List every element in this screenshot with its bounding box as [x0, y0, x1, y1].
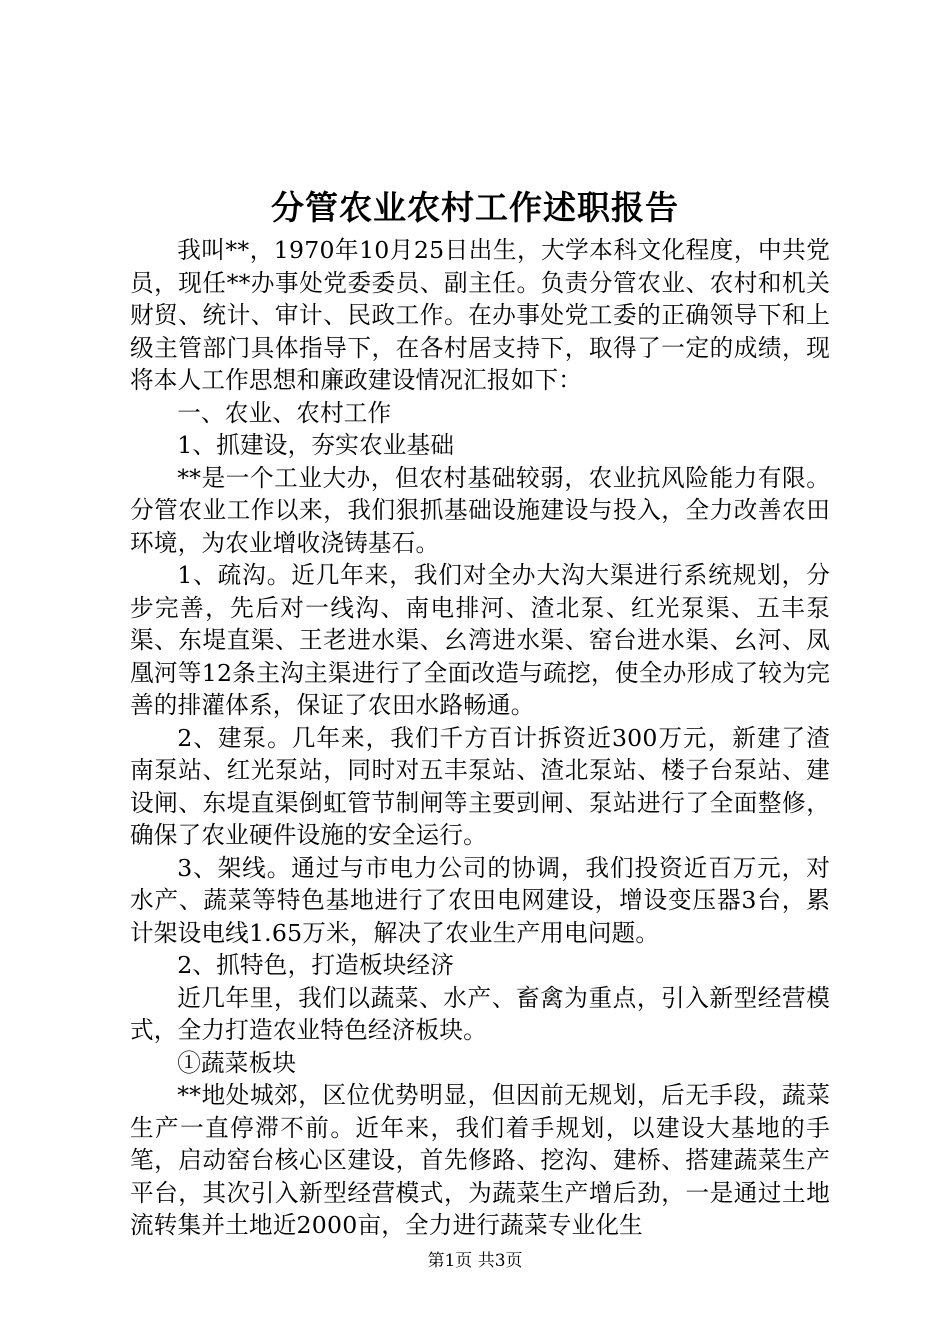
paragraph: 1、疏沟。近几年来，我们对全办大沟大渠进行系统规划，分步完善，先后对一线沟、南电排河、渣北泵、红光泵渠、五丰泵渠、东堤直渠、王老进水渠、幺湾进水渠、窑台进水渠、幺河、凤凰河等12条主沟主渠进行了全面改造与疏挖，使全办形成了较为完善的排灌体系，保证了农田水路畅通。: [130, 561, 830, 719]
paragraph: 2、建泵。几年来，我们千方百计拆资近300万元，新建了渣南泵站、红光泵站，同时对五丰泵站、渣北泵站、楼子台泵站、建设闸、东堤直渠倒虹管节制闸等主要剅闸、泵站进行了全面整修，确保了农业硬件设施的安全运行。: [130, 723, 830, 849]
paragraph: 近几年里，我们以蔬菜、水产、畜禽为重点，引入新型经营模式，全力打造农业特色经济板块。: [130, 983, 830, 1044]
document-body: [130, 234, 830, 1242]
page-footer: 第1页 共3页: [427, 1251, 523, 1271]
item-heading: ①蔬菜板块: [177, 1048, 297, 1077]
paragraph: **地处城郊，区位优势明显，但因前无规划，后无手段，蔬菜生产一直停滞不前。近年来，我们着手规划，以建设大基地的手笔，启动窑台核心区建设，首先修路、挖沟、建桥、搭建蔬菜生产平台，其次引入新型经营模式，为蔬菜生产增后劲，一是通过土地流转集并土地近2000亩，全力进行蔬菜专业化生: [130, 1081, 830, 1239]
subsection-heading: 2、抓特色，打造板块经济: [177, 951, 455, 979]
section-heading: 一、农业、农村工作: [177, 398, 392, 427]
subsection-heading: 1、抓建设，夯实农业基础: [177, 431, 455, 459]
paragraph: **是一个工业大办，但农村基础较弱，农业抗风险能力有限。分管农业工作以来，我们狠抓基础设施建设与投入，全力改善农田环境，为农业增收浇铸基石。: [130, 463, 830, 557]
paragraph: 3、架线。通过与市电力公司的协调，我们投资近百万元，对水产、蔬菜等特色基地进行了农田电网建设，增设变压器3台，累计架设电线1.65万米，解决了农业生产用电问题。: [130, 853, 830, 947]
paragraph-intro: 我叫**，1970年10月25日出生，大学本科文化程度，中共党员，现任**办事处党委委员、副主任。负责分管农业、农村和机关财贸、统计、审计、民政工作。在办事处党工委的正确领导下和上级主管部门具体指导下，在各村居支持下，取得了一定的成绩，现将本人工作思想和廉政建设情况汇报如下：: [130, 236, 830, 394]
document-title: 分管农业农村工作述职报告: [271, 188, 679, 227]
